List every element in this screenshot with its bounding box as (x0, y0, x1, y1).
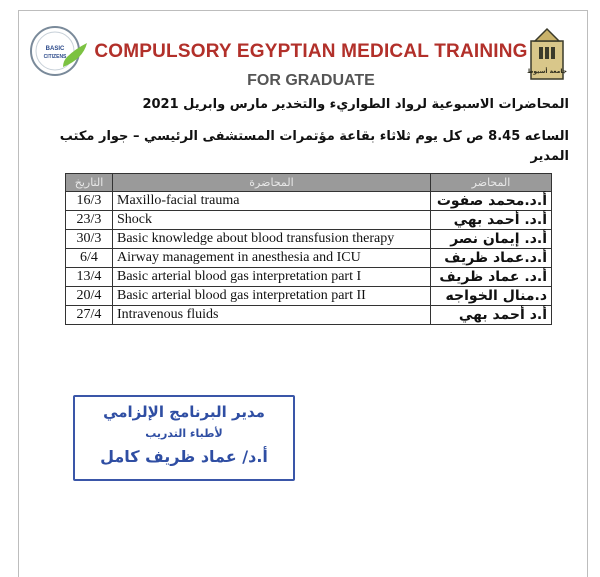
header-lecture: المحاضرة (113, 174, 431, 192)
intro-line-3: المدير (530, 149, 569, 164)
table-row (66, 230, 552, 249)
stamp-line-1: مدير البرنامج الإلزامي (103, 403, 265, 421)
basic-citizens-logo (27, 23, 91, 81)
row-lecture: Intravenous fluids (113, 306, 431, 325)
logo-text-basic: BASIC (45, 46, 65, 52)
table-row (66, 211, 552, 230)
row-lecture: Shock (113, 211, 431, 230)
table-row (66, 287, 552, 306)
stamp-line-2: لأطباء التدريب (145, 427, 223, 440)
table-row (66, 306, 552, 325)
table-row (66, 268, 552, 287)
row-lecture: Airway management in anesthesia and ICU (113, 249, 431, 268)
row-lecturer: أ.د. عماد ظريف (431, 268, 552, 287)
table-header-row (66, 174, 552, 192)
row-lecturer: أ.د. إيمان نصر (431, 230, 552, 249)
row-date: 16/3 (66, 192, 113, 211)
table-row (66, 249, 552, 268)
row-lecture: Basic arterial blood gas interpretation part I (113, 268, 431, 287)
stamp-line-3: أ.د/ عماد ظريف كامل (100, 447, 268, 466)
table-row (66, 192, 552, 211)
intro-line-1: المحاضرات الاسبوعية لرواد الطواريء والتخدير مارس وابريل 2021 (142, 97, 569, 112)
row-lecture: Basic knowledge about blood transfusion therapy (113, 230, 431, 249)
row-lecturer: د.منال الخواجه (431, 287, 552, 306)
main-title: COMPULSORY EGYPTIAN MEDICAL TRAINING (94, 41, 528, 62)
assiut-university-logo (525, 25, 569, 85)
row-lecture: Basic arterial blood gas interpretation part II (113, 287, 431, 306)
row-date: 13/4 (66, 268, 113, 287)
row-lecture: Maxillo-facial trauma (113, 192, 431, 211)
row-lecturer: أ.د.عماد ظريف (431, 249, 552, 268)
row-date: 30/3 (66, 230, 113, 249)
program-director-stamp (73, 395, 295, 481)
subtitle: FOR GRADUATE (247, 72, 375, 89)
row-lecturer: أ.د أحمد بهي (431, 306, 552, 325)
row-lecturer: أ.د.محمد صفوت (431, 192, 552, 211)
row-date: 20/4 (66, 287, 113, 306)
lecture-schedule-table (65, 173, 552, 325)
row-lecturer: أ.د. أحمد بهي (431, 211, 552, 230)
header-lecturer: المحاضر (431, 174, 552, 192)
document-page (18, 10, 588, 577)
row-date: 6/4 (66, 249, 113, 268)
header-date: التاريخ (66, 174, 113, 192)
logo-text-citizens: CITIZENS (43, 54, 67, 60)
row-date: 27/4 (66, 306, 113, 325)
intro-line-2: الساعه 8.45 ص كل يوم ثلاثاء بقاعة مؤتمرات المستشفى الرئيسي – جوار مكتب (59, 129, 569, 144)
logo-text-assiut: جامعة أسيوط (527, 68, 567, 75)
row-date: 23/3 (66, 211, 113, 230)
